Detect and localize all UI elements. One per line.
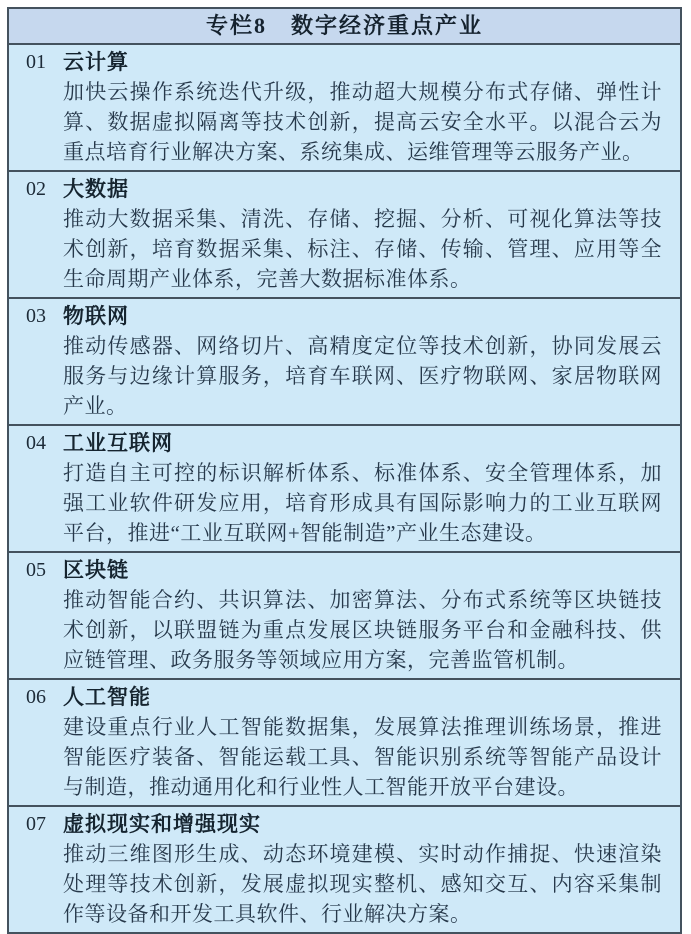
section-blockchain — [9, 553, 680, 680]
section-body-text: 推动智能合约、共识算法、加密算法、分布式系统等区块链技术创新，以联盟链为重点发展区块链服务平台和金融科技、供应链管理、政务服务等领域应用方案，完善监管机制。 — [63, 588, 662, 672]
section-heading: 云计算 — [63, 50, 129, 74]
info-box-panel — [7, 7, 682, 934]
section-body-text: 建设重点行业人工智能数据集，发展算法推理训练场景，推进智能医疗装备、智能运载工具、智能识别系统等智能产品设计与制造，推动通用化和行业性人工智能开放平台建设。 — [63, 715, 662, 799]
section-number: 03 — [26, 305, 46, 327]
section-heading: 工业互联网 — [63, 431, 173, 455]
section-number: 02 — [26, 178, 46, 200]
section-number: 01 — [26, 51, 46, 73]
section-number: 06 — [26, 686, 46, 708]
section-heading: 物联网 — [63, 304, 129, 328]
section-heading: 大数据 — [63, 177, 129, 201]
section-number: 05 — [26, 559, 46, 581]
section-cloud-computing — [9, 45, 680, 172]
section-artificial-intelligence — [9, 680, 680, 807]
section-number: 07 — [26, 813, 46, 835]
section-heading: 人工智能 — [63, 685, 151, 709]
section-number: 04 — [26, 432, 46, 454]
section-heading: 虚拟现实和增强现实 — [63, 812, 261, 836]
section-industrial-internet — [9, 426, 680, 553]
section-big-data — [9, 172, 680, 299]
section-body-text: 打造自主可控的标识解析体系、标准体系、安全管理体系，加强工业软件研发应用，培育形成具有国际影响力的工业互联网平台，推进“工业互联网+智能制造”产业生态建设。 — [63, 461, 662, 545]
section-heading: 区块链 — [63, 558, 129, 582]
section-vr-ar — [9, 807, 680, 932]
section-iot — [9, 299, 680, 426]
section-body-text: 推动大数据采集、清洗、存储、挖掘、分析、可视化算法等技术创新，培育数据采集、标注、存储、传输、管理、应用等全生命周期产业体系，完善大数据标准体系。 — [63, 207, 662, 291]
section-body-text: 加快云操作系统迭代升级，推动超大规模分布式存储、弹性计算、数据虚拟隔离等技术创新，提高云安全水平。以混合云为重点培育行业解决方案、系统集成、运维管理等云服务产业。 — [63, 80, 662, 164]
section-body-text: 推动三维图形生成、动态环境建模、实时动作捕捉、快速渲染处理等技术创新，发展虚拟现实整机、感知交互、内容采集制作等设备和开发工具软件、行业解决方案。 — [63, 842, 662, 926]
panel-title: 专栏8 数字经济重点产业 — [9, 9, 680, 45]
section-body-text: 推动传感器、网络切片、高精度定位等技术创新，协同发展云服务与边缘计算服务，培育车联网、医疗物联网、家居物联网产业。 — [63, 334, 662, 418]
